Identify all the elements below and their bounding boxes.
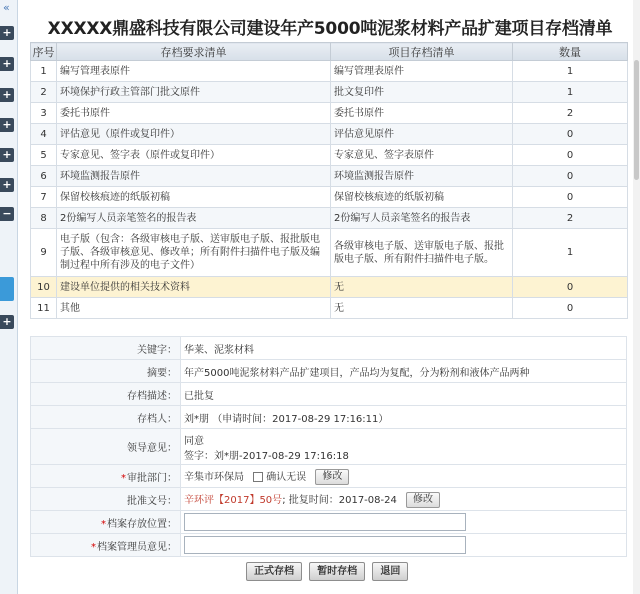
row-requirement: 环境保护行政主管部门批文原件 <box>57 82 331 103</box>
table-row <box>31 61 628 82</box>
approval-dept-cell <box>181 465 627 488</box>
row-quantity: 0 <box>513 298 628 319</box>
expand-icon[interactable]: + <box>0 26 14 40</box>
collapse-menu-icon[interactable]: − <box>0 207 14 221</box>
leader-sign: 签字：刘*朋-2017-08-29 17:16:18 <box>184 450 349 462</box>
row-no: 11 <box>31 298 57 319</box>
header-item: 项目存档清单 <box>331 43 513 61</box>
table-row <box>31 166 628 187</box>
apply-time: （申请时间：2017-08-29 17:16:11） <box>212 413 389 425</box>
archive-desc-label: 存档描述： <box>31 383 181 406</box>
row-quantity: 0 <box>513 187 628 208</box>
collapse-icon[interactable]: « <box>3 1 10 14</box>
row-no: 9 <box>31 229 57 277</box>
header-requirement: 存档要求清单 <box>57 43 331 61</box>
row-quantity: 0 <box>513 124 628 145</box>
modify-doc-button[interactable]: 修改 <box>406 492 440 508</box>
approval-doc-cell <box>181 488 627 511</box>
row-no: 6 <box>31 166 57 187</box>
row-item: 2份编写人员亲笔签名的报告表 <box>331 208 513 229</box>
table-row <box>31 298 628 319</box>
row-quantity: 1 <box>513 61 628 82</box>
form-row-approval-dept <box>31 465 627 488</box>
scrollbar-thumb[interactable] <box>634 60 639 180</box>
form-row-storage <box>31 511 627 534</box>
row-no: 2 <box>31 82 57 103</box>
admin-cell <box>181 534 627 557</box>
storage-label: 档案存放位置： <box>107 518 177 530</box>
table-row <box>31 229 628 277</box>
expand-icon[interactable]: + <box>0 118 14 132</box>
row-no: 8 <box>31 208 57 229</box>
row-requirement: 编写管理表原件 <box>57 61 331 82</box>
row-quantity: 0 <box>513 166 628 187</box>
temporary-archive-button[interactable]: 暂时存档 <box>309 562 365 581</box>
leader-label: 领导意见： <box>31 429 181 465</box>
leader-opinion: 同意 <box>184 435 204 447</box>
storage-cell <box>181 511 627 534</box>
row-quantity: 1 <box>513 82 628 103</box>
row-requirement: 保留校核痕迹的纸版初稿 <box>57 187 331 208</box>
header-quantity: 数量 <box>513 43 628 61</box>
archive-list-table <box>30 42 628 319</box>
formal-archive-button[interactable]: 正式存档 <box>246 562 302 581</box>
form-row-approval-doc <box>31 488 627 511</box>
table-row <box>31 145 628 166</box>
approval-dept-label: 审批部门： <box>127 472 177 484</box>
storage-label-cell: *档案存放位置： <box>31 511 181 534</box>
table-row <box>31 103 628 124</box>
storage-input[interactable] <box>184 513 466 531</box>
action-bar <box>246 562 412 581</box>
expand-icon[interactable]: + <box>0 315 14 329</box>
archiver-value: 刘*朋 <box>184 413 209 425</box>
active-menu-marker[interactable] <box>0 277 14 301</box>
row-no: 1 <box>31 61 57 82</box>
archive-desc-value: 已批复 <box>181 383 627 406</box>
form-row-leader <box>31 429 627 465</box>
form-row-summary <box>31 360 627 383</box>
modify-dept-button[interactable]: 修改 <box>315 469 349 485</box>
admin-label: 档案管理员意见： <box>97 541 177 553</box>
table-row <box>31 208 628 229</box>
keywords-value: 华莱、泥浆材料 <box>181 337 627 360</box>
row-quantity: 2 <box>513 103 628 124</box>
summary-label: 摘要： <box>31 360 181 383</box>
row-item: 保留校核痕迹的纸版初稿 <box>331 187 513 208</box>
table-row <box>31 124 628 145</box>
row-quantity: 2 <box>513 208 628 229</box>
table-row <box>31 82 628 103</box>
row-no: 5 <box>31 145 57 166</box>
archiver-cell <box>181 406 627 429</box>
expand-icon[interactable]: + <box>0 178 14 192</box>
approval-doc-number[interactable]: 辛环评【2017】50号 <box>184 494 283 506</box>
row-item: 环境监测报告原件 <box>331 166 513 187</box>
confirm-label: 确认无误 <box>266 471 307 483</box>
form-row-archive-desc <box>31 383 627 406</box>
row-item: 专家意见、签字表原件 <box>331 145 513 166</box>
row-requirement: 其他 <box>57 298 331 319</box>
row-item: 无 <box>331 298 513 319</box>
header-no: 序号 <box>31 43 57 61</box>
table-header-row <box>31 43 628 61</box>
approval-dept-value: 辛集市环保局 <box>184 471 244 483</box>
row-requirement: 环境监测报告原件 <box>57 166 331 187</box>
row-no: 7 <box>31 187 57 208</box>
admin-opinion-input[interactable] <box>184 536 466 554</box>
return-button[interactable]: 退回 <box>372 562 408 581</box>
approval-dept-label-cell: *审批部门： <box>31 465 181 488</box>
row-item: 批文复印件 <box>331 82 513 103</box>
row-requirement: 专家意见、签字表（原件或复印件） <box>57 145 331 166</box>
form-row-keywords <box>31 337 627 360</box>
expand-icon[interactable]: + <box>0 148 14 162</box>
row-item: 编写管理表原件 <box>331 61 513 82</box>
summary-value: 年产5000吨泥浆材料产品扩建项目，产品均为复配，分为粉剂和液体产品两种 <box>181 360 627 383</box>
leader-cell <box>181 429 627 465</box>
row-requirement: 评估意见（原件或复印件） <box>57 124 331 145</box>
page-title: XXXXX鼎盛科技有限公司建设年产5000吨泥浆材料产品扩建项目存档清单 <box>47 19 613 39</box>
admin-label-cell: *档案管理员意见： <box>31 534 181 557</box>
approval-time: ; 批复时间：2017-08-24 <box>282 494 397 506</box>
row-requirement: 电子版（包含：各级审核电子版、送审版电子版、报批版电子版、各级审核意见、修改单；所有附件扫描件电子版及编制过程中所有涉及的电子文件） <box>57 229 331 277</box>
expand-icon[interactable]: + <box>0 57 14 71</box>
row-item: 委托书原件 <box>331 103 513 124</box>
row-quantity: 0 <box>513 145 628 166</box>
approval-doc-label: 批准文号： <box>31 488 181 511</box>
row-requirement: 建设单位提供的相关技术资料 <box>57 277 331 298</box>
table-row <box>31 187 628 208</box>
vertical-scrollbar[interactable] <box>633 0 640 594</box>
row-no: 10 <box>31 277 57 298</box>
row-item: 评估意见原件 <box>331 124 513 145</box>
archiver-label: 存档人： <box>31 406 181 429</box>
row-requirement: 2份编写人员亲笔签名的报告表 <box>57 208 331 229</box>
row-item: 各级审核电子版、送审版电子版、报批版电子版、所有附件扫描件电子版。 <box>331 229 513 277</box>
row-requirement: 委托书原件 <box>57 103 331 124</box>
expand-icon[interactable]: + <box>0 88 14 102</box>
row-no: 4 <box>31 124 57 145</box>
row-quantity: 0 <box>513 277 628 298</box>
left-sidebar <box>0 0 18 594</box>
row-item: 无 <box>331 277 513 298</box>
form-row-admin <box>31 534 627 557</box>
archive-form <box>30 336 627 557</box>
form-row-archiver <box>31 406 627 429</box>
table-row-highlighted[interactable] <box>31 277 628 298</box>
row-no: 3 <box>31 103 57 124</box>
row-quantity: 1 <box>513 229 628 277</box>
confirm-checkbox[interactable] <box>253 472 263 482</box>
keywords-label: 关键字： <box>31 337 181 360</box>
